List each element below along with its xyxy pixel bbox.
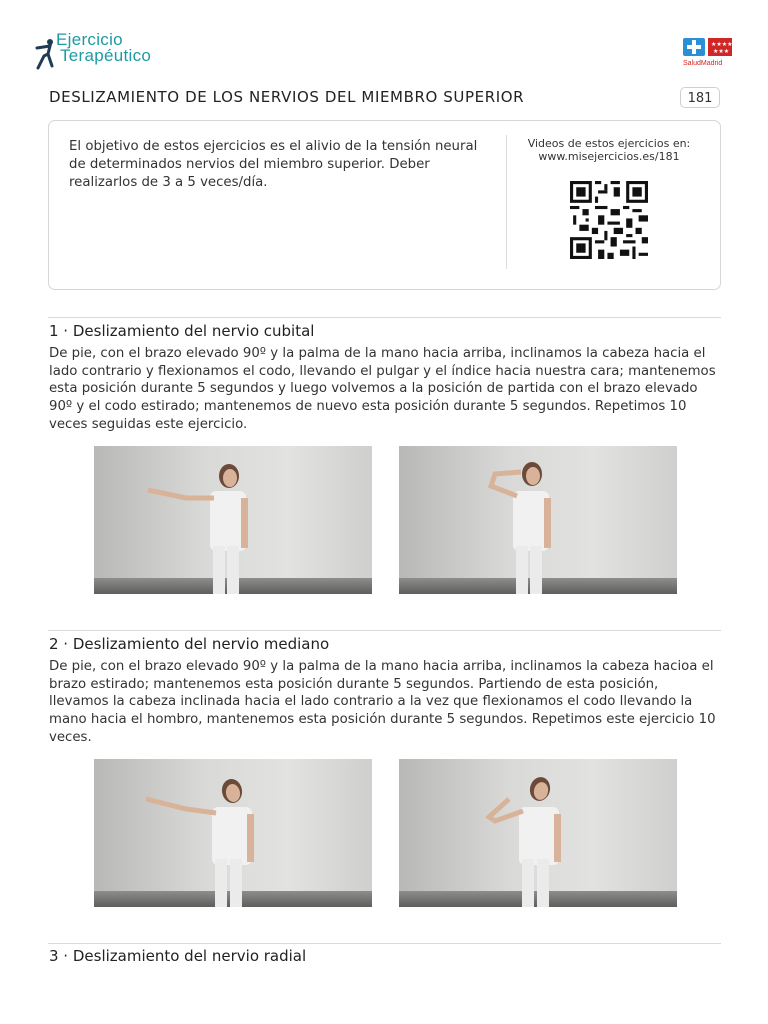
salud-madrid-logo <box>683 36 733 70</box>
logo-line2: Terapéutico <box>60 46 152 65</box>
stretching-figure-icon <box>34 36 58 74</box>
intro-text: El objetivo de estos ejercicios es el alivio de la tensión neural de determinados nervios del miembro superior. Deber realizarlos de 3 a 5 veces/día. <box>69 139 478 190</box>
exercise-1-title: 1 · Deslizamiento del nervio cubital <box>49 322 315 340</box>
section-divider <box>48 630 721 631</box>
ejercicio-terapeutico-logo <box>34 30 184 70</box>
exercise-1-text: De pie, con el brazo elevado 90º y la palma de la mano hacia arriba, inclinamos la cabeza hacia el lado contrario y flexionamos el codo, llevando el pulgar y el índice hacia nuestra cara; mantenemos esta posición durante 5 segundos y luego volvemos a la posición de partida con el brazo elevado 90º y el codo estirado; mantenemos de nuevo esta posición durante 5 segundos. Repetimos 10 veces seguidas este ejercicio. <box>49 346 716 432</box>
intro-box <box>48 120 721 290</box>
logo-line1: Ejercicio <box>56 30 123 49</box>
salud-madrid-label: SaludMadrid <box>683 60 723 67</box>
svg-text:★★★★: ★★★★ <box>711 41 733 48</box>
exercise-2-photo-2 <box>399 759 677 907</box>
videos-url[interactable]: www.misejercicios.es/181 <box>538 150 680 163</box>
section-divider <box>48 317 721 318</box>
videos-label: Videos de estos ejercicios en: <box>527 137 691 150</box>
exercise-3-title: 3 · Deslizamiento del nervio radial <box>49 947 307 965</box>
exercise-number-badge: 181 <box>680 87 720 108</box>
qr-code[interactable] <box>570 181 648 259</box>
exercise-1-photo-1 <box>94 446 372 594</box>
exercise-2-photo-1 <box>94 759 372 907</box>
exercise-2-text: De pie, con el brazo elevado 90º y la palma de la mano hacia arriba, inclinamos la cabeza hacioa el brazo estirado; mantenemos esta posición durante 5 segundos. Partiendo de esta posición, llevamos la cabeza inclinada hacia el lado contrario a la vez que flexionamos el codo llevando la mano hacia el hombro, mantenemos esta posición durante 5 segundos. Repetimos este ejercicio 10 veces. <box>49 659 716 745</box>
page-title: DESLIZAMIENTO DE LOS NERVIOS DEL MIEMBRO SUPERIOR <box>49 88 525 106</box>
madrid-cross-icon <box>683 36 733 58</box>
section-divider <box>48 943 721 944</box>
videos-info <box>514 137 704 163</box>
exercise-1-photo-2 <box>399 446 677 594</box>
intro-divider <box>506 135 507 269</box>
exercise-2-title: 2 · Deslizamiento del nervio mediano <box>49 635 330 653</box>
svg-text:★★★: ★★★ <box>713 48 730 55</box>
